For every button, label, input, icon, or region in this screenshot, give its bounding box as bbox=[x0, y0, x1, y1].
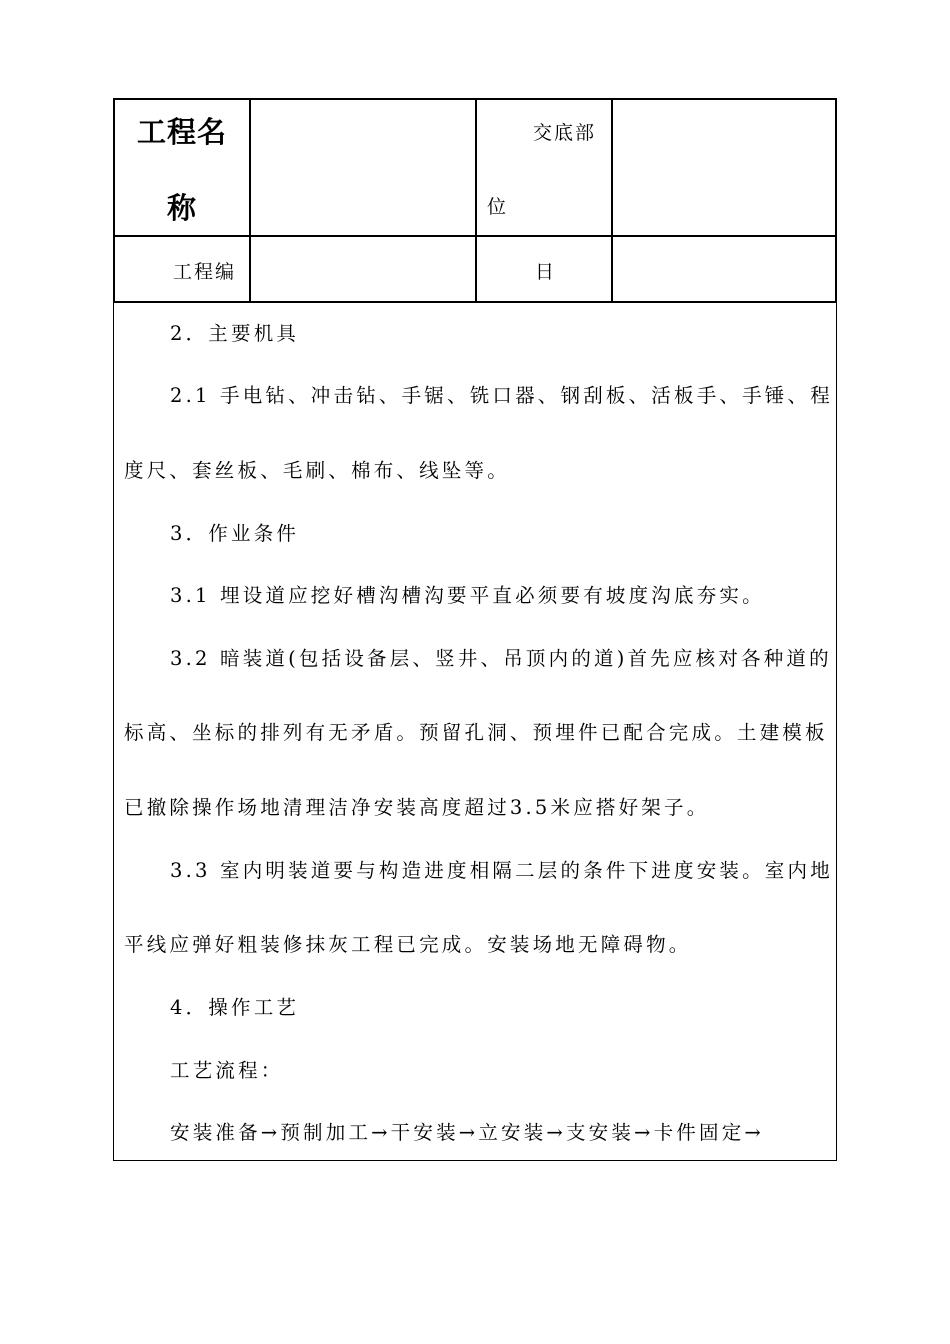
project-no-label: 工程编 bbox=[173, 261, 237, 283]
paragraph-line: 标高、坐标的排列有无矛盾。预留孔洞、预埋件已配合完成。土建模板 bbox=[124, 721, 828, 744]
header-divider bbox=[249, 100, 251, 301]
section-heading: 2．主要机具 bbox=[170, 322, 300, 345]
header-divider bbox=[611, 100, 613, 301]
header-table bbox=[113, 98, 837, 303]
paragraph-line: 2.1 手电钻、冲击钻、手锯、铣口器、钢刮板、活板手、手锤、程 bbox=[170, 384, 833, 407]
header-row-divider bbox=[115, 235, 835, 237]
paragraph-line: 度尺、套丝板、毛刷、棉布、线坠等。 bbox=[124, 459, 510, 482]
header-divider bbox=[475, 100, 477, 301]
handover-part-label: 交底部 bbox=[533, 122, 597, 144]
paragraph-line: 3.2 暗装道(包括设备层、竖井、吊顶内的道)首先应核对各种道的 bbox=[170, 647, 832, 670]
paragraph-line: 3.1 埋设道应挖好槽沟槽沟要平直必须要有坡度沟底夯实。 bbox=[170, 584, 765, 607]
handover-part-label-cont: 位 bbox=[487, 196, 509, 218]
paragraph-line: 平线应弹好粗装修抹灰工程已完成。安装场地无障碍物。 bbox=[124, 933, 692, 956]
project-name-label-cont: 称 bbox=[167, 191, 198, 225]
process-flow-line: 安装准备→预制加工→干安装→立安装→支安装→卡件固定→ bbox=[170, 1121, 764, 1144]
paragraph-line: 3.3 室内明装道要与构造进度相隔二层的条件下进度安装。室内地 bbox=[170, 859, 833, 882]
paragraph-line: 工艺流程： bbox=[170, 1059, 284, 1082]
project-name-label: 工程名 bbox=[137, 115, 228, 149]
section-heading: 3．作业条件 bbox=[170, 522, 300, 545]
section-heading: 4．操作工艺 bbox=[170, 996, 300, 1019]
date-label: 日 bbox=[535, 261, 557, 283]
paragraph-line: 已撤除操作场地清理洁净安装高度超过3.5米应搭好架子。 bbox=[124, 796, 710, 819]
